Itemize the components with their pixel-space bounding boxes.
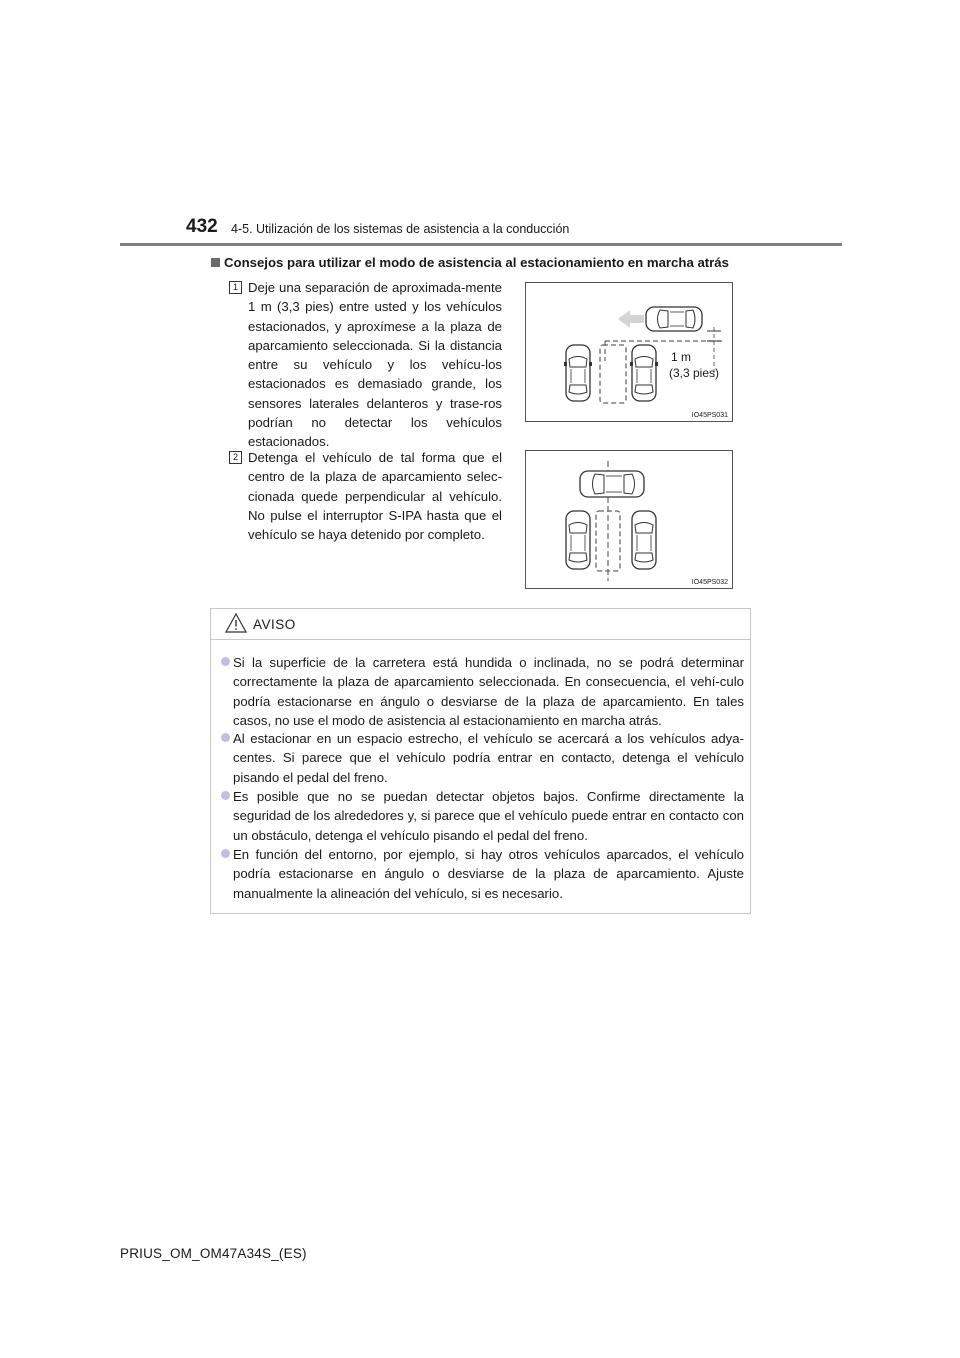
warning-item: [233, 729, 744, 787]
parked-car-right-icon: [630, 345, 658, 401]
bullet-dot-icon: [221, 657, 230, 666]
step-number-1: 1: [229, 281, 242, 294]
warning-item: [233, 787, 744, 845]
parked-car-left-icon: [564, 345, 592, 401]
figure-2: [525, 450, 733, 589]
warning-item: [233, 845, 744, 903]
square-bullet-icon: [211, 258, 220, 267]
figure-1: [525, 282, 733, 422]
step-2-text: Detenga el vehículo de tal forma que el centro de la plaza de aparcamiento selec-cionada quede perpendicular al vehículo. No pulse el interruptor S-IPA hasta que el vehículo se haya detenido por completo.: [248, 450, 502, 543]
page-number: 432: [186, 216, 218, 237]
parked-car-left-icon: [566, 511, 590, 569]
figure-2-code: IO45PS032: [691, 579, 728, 586]
distance-label-feet: (3,3 pies): [669, 366, 720, 380]
warning-triangle-icon: [225, 613, 247, 633]
warning-box: [210, 608, 751, 914]
header-rule: [120, 243, 842, 246]
step-1-text: Deje una separación de aproximada-mente 1 m (3,3 pies) entre usted y los vehículos estacionados, y aproxímese a la plaza de aparcamiento seleccionada. Si la distancia entre su vehículo y los vehícu-los estacionados es demasiado grande, los sensores laterales delanteros y trase-ros podrían no detectar los vehículos estacionados.: [248, 280, 502, 450]
step-number-2: 2: [229, 451, 242, 464]
parking-diagram-2: [526, 451, 732, 588]
bullet-dot-icon: [221, 849, 230, 858]
parking-diagram-1: [526, 283, 732, 421]
warning-item-text: En función del entorno, por ejemplo, si hay otros vehículos aparcados, el vehículo podría estacionarse en ángulo o desviarse de la plaza de aparcamiento. Ajuste manualmente la alineación del vehículo, si es necesario.: [233, 847, 744, 901]
warning-title: AVISO: [253, 617, 296, 632]
warning-item-text: Al estacionar en un espacio estrecho, el vehículo se acercará a los vehículos adya-centes. Si parece que el vehículo podría entrar en contacto, detenga el vehículo pisando el pedal del freno.: [233, 731, 744, 785]
warning-header: [211, 609, 750, 640]
stopped-car-icon: [580, 471, 644, 497]
bullet-dot-icon: [221, 733, 230, 742]
subsection-title: [211, 255, 729, 270]
subsection-title-text: Consejos para utilizar el modo de asistencia al estacionamiento en marcha atrás: [224, 255, 729, 270]
moving-car-icon: [646, 307, 702, 331]
footer-code: PRIUS_OM_OM47A34S_(ES): [120, 1246, 307, 1261]
warning-item: [233, 653, 744, 730]
figure-1-code: IO45PS031: [691, 412, 728, 419]
section-title: 4-5. Utilización de los sistemas de asistencia a la conducción: [231, 222, 570, 236]
bullet-dot-icon: [221, 791, 230, 800]
warning-item-text: Es posible que no se puedan detectar objetos bajos. Confirme directamente la seguridad de los alrededores y, si parece que el vehículo puede entrar en contacto con un obstáculo, detenga el vehículo pisando el pedal del freno.: [233, 789, 744, 843]
direction-arrow-icon: [618, 310, 644, 328]
target-space: [600, 345, 626, 403]
distance-label: 1 m: [671, 350, 692, 364]
parked-car-right-icon: [632, 511, 656, 569]
warning-item-text: Si la superficie de la carretera está hundida o inclinada, no se podrá determinar correctamente la plaza de aparcamiento seleccionada. En consecuencia, el vehí-culo podría estacionarse en ángulo o desviarse de la plaza de aparcamiento. En tales casos, no use el modo de asistencia al estacionamiento en marcha atrás.: [233, 655, 744, 728]
